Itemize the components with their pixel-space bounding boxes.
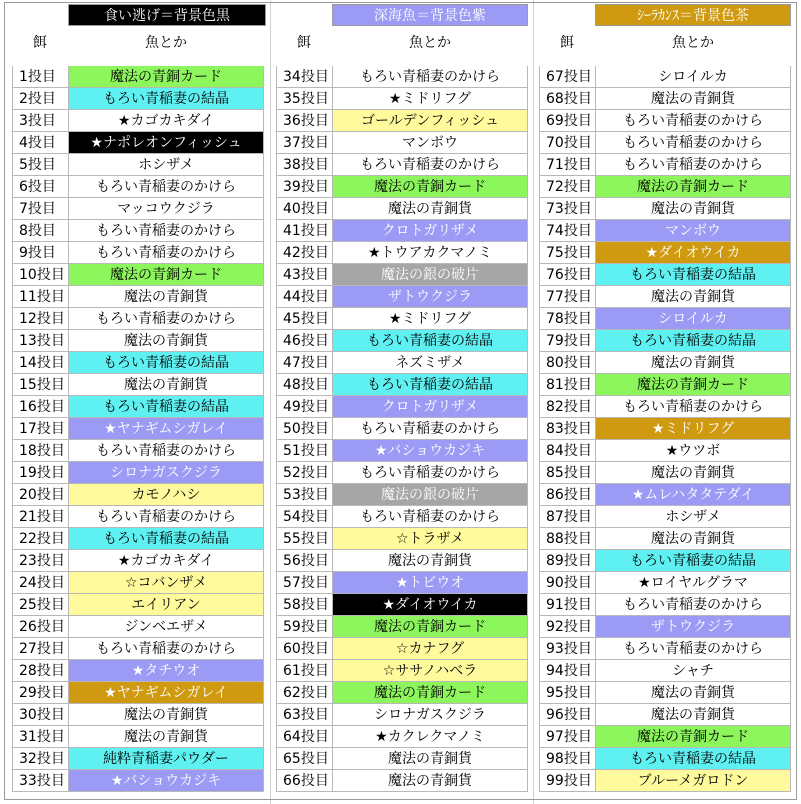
bait-cell[interactable]: 76投目 — [539, 264, 595, 286]
bait-cell[interactable]: 64投目 — [276, 726, 332, 748]
fish-cell[interactable]: シロナガスクジラ — [68, 462, 264, 484]
bait-cell[interactable]: 7投目 — [12, 198, 68, 220]
fish-cell[interactable]: もろい青稲妻の結晶 — [68, 88, 264, 110]
fish-cell[interactable]: ネズミザメ — [332, 352, 528, 374]
fish-cell[interactable]: ジンベエザメ — [68, 616, 264, 638]
fish-cell[interactable]: もろい青稲妻のかけら — [595, 396, 791, 418]
fish-cell[interactable]: 魔法の青銅貨 — [332, 770, 528, 792]
fish-cell[interactable]: ★カゴカキダイ — [68, 110, 264, 132]
bait-cell[interactable]: 35投目 — [276, 88, 332, 110]
fish-cell[interactable]: もろい青稲妻の結晶 — [332, 374, 528, 396]
fish-cell[interactable]: 魔法の青銅貨 — [68, 704, 264, 726]
bait-cell[interactable]: 24投目 — [12, 572, 68, 594]
bait-cell[interactable]: 52投目 — [276, 462, 332, 484]
bait-cell[interactable]: 39投目 — [276, 176, 332, 198]
bait-cell[interactable]: 78投目 — [539, 308, 595, 330]
fish-cell[interactable]: 魔法の青銅貨 — [332, 748, 528, 770]
fish-cell[interactable]: もろい青稲妻のかけら — [68, 440, 264, 462]
fish-cell[interactable]: もろい青稲妻のかけら — [332, 462, 528, 484]
bait-cell[interactable]: 86投目 — [539, 484, 595, 506]
bait-cell[interactable]: 50投目 — [276, 418, 332, 440]
bait-cell[interactable]: 38投目 — [276, 154, 332, 176]
bait-cell[interactable]: 36投目 — [276, 110, 332, 132]
bait-cell[interactable]: 72投目 — [539, 176, 595, 198]
bait-cell[interactable]: 19投目 — [12, 462, 68, 484]
fish-header: 魚とか — [409, 35, 451, 51]
bait-cell[interactable]: 88投目 — [539, 528, 595, 550]
fish-cell[interactable]: 魔法の青銅貨 — [595, 704, 791, 726]
bait-cell[interactable]: 28投目 — [12, 660, 68, 682]
fish-cell[interactable]: もろい青稲妻の結晶 — [595, 330, 791, 352]
fish-cell[interactable]: 魔法の青銅貨 — [595, 528, 791, 550]
fish-cell[interactable]: クロトガリザメ — [332, 220, 528, 242]
fish-cell[interactable]: ★ロイヤルグラマ — [595, 572, 791, 594]
fish-cell[interactable]: ホシザメ — [595, 506, 791, 528]
fish-cell[interactable]: もろい青稲妻の結晶 — [595, 748, 791, 770]
bait-cell[interactable]: 99投目 — [539, 770, 595, 792]
fish-cell[interactable]: 魔法の青銅貨 — [595, 88, 791, 110]
fish-cell[interactable]: ★カクレクマノミ — [332, 726, 528, 748]
fish-cell[interactable]: 魔法の青銅カード — [332, 176, 528, 198]
fish-cell[interactable]: もろい青稲妻の結晶 — [595, 264, 791, 286]
bait-cell[interactable]: 47投目 — [276, 352, 332, 374]
fish-cell[interactable]: もろい青稲妻の結晶 — [68, 528, 264, 550]
fish-cell[interactable]: ☆トラザメ — [332, 528, 528, 550]
fish-cell[interactable]: もろい青稲妻のかけら — [68, 506, 264, 528]
fish-cell[interactable]: 魔法の青銅貨 — [595, 286, 791, 308]
bait-cell[interactable]: 22投目 — [12, 528, 68, 550]
bait-cell[interactable]: 40投目 — [276, 198, 332, 220]
bait-cell[interactable]: 12投目 — [12, 308, 68, 330]
bait-cell[interactable]: 70投目 — [539, 132, 595, 154]
bait-cell[interactable]: 75投目 — [539, 242, 595, 264]
bait-cell[interactable]: 46投目 — [276, 330, 332, 352]
fish-cell[interactable]: ★バショウカジキ — [332, 440, 528, 462]
fish-header: 魚とか — [145, 35, 187, 51]
fish-cell[interactable]: 魔法の青銅カード — [595, 176, 791, 198]
fish-cell[interactable]: ★ウツボ — [595, 440, 791, 462]
legend-brown[interactable]: ｼｰﾗｶﾝｽ＝背景色茶 — [595, 4, 791, 26]
column-header — [276, 32, 530, 52]
bait-cell[interactable]: 91投目 — [539, 594, 595, 616]
fish-cell[interactable]: ★ダイオウイカ — [332, 594, 528, 616]
fish-cell[interactable]: ★ダイオウイカ — [595, 242, 791, 264]
bait-cell[interactable]: 66投目 — [276, 770, 332, 792]
bait-header: 餌 — [33, 35, 47, 51]
bait-cell[interactable]: 68投目 — [539, 88, 595, 110]
fish-cell[interactable]: 魔法の青銅貨 — [595, 682, 791, 704]
bait-cell[interactable]: 42投目 — [276, 242, 332, 264]
fish-cell[interactable]: もろい青稲妻の結晶 — [332, 330, 528, 352]
bait-cell[interactable]: 30投目 — [12, 704, 68, 726]
fish-cell[interactable]: 魔法の青銅貨 — [68, 374, 264, 396]
fish-cell[interactable]: もろい青稲妻のかけら — [595, 594, 791, 616]
fish-cell[interactable]: 魔法の青銅カード — [595, 726, 791, 748]
fish-cell[interactable]: マンボウ — [595, 220, 791, 242]
bait-cell[interactable]: 67投目 — [539, 66, 595, 88]
bait-cell[interactable]: 98投目 — [539, 748, 595, 770]
bait-cell[interactable]: 87投目 — [539, 506, 595, 528]
bait-cell[interactable]: 32投目 — [12, 748, 68, 770]
bait-cell[interactable]: 10投目 — [12, 264, 68, 286]
fish-cell[interactable]: もろい青稲妻のかけら — [68, 176, 264, 198]
fish-cell[interactable]: 魔法の青銅カード — [68, 66, 264, 88]
bait-cell[interactable]: 21投目 — [12, 506, 68, 528]
fish-cell[interactable]: 魔法の青銅貨 — [68, 726, 264, 748]
bait-cell[interactable]: 80投目 — [539, 352, 595, 374]
fish-cell[interactable]: もろい青稲妻の結晶 — [68, 396, 264, 418]
bait-cell[interactable]: 41投目 — [276, 220, 332, 242]
bait-cell[interactable]: 9投目 — [12, 242, 68, 264]
bait-cell[interactable]: 23投目 — [12, 550, 68, 572]
bait-cell[interactable]: 93投目 — [539, 638, 595, 660]
fish-cell[interactable]: ★ムレハタタテダイ — [595, 484, 791, 506]
fish-cell[interactable]: もろい青稲妻のかけら — [595, 110, 791, 132]
fish-cell[interactable]: もろい青稲妻のかけら — [68, 638, 264, 660]
bait-cell[interactable]: 13投目 — [12, 330, 68, 352]
fish-cell[interactable]: ★トウアカクマノミ — [332, 242, 528, 264]
fish-cell[interactable]: ☆カナフグ — [332, 638, 528, 660]
bait-cell[interactable]: 81投目 — [539, 374, 595, 396]
fish-cell[interactable]: 魔法の青銅カード — [68, 264, 264, 286]
fish-cell[interactable]: シロイルカ — [595, 308, 791, 330]
bait-cell[interactable]: 53投目 — [276, 484, 332, 506]
bait-cell[interactable]: 77投目 — [539, 286, 595, 308]
bait-cell[interactable]: 4投目 — [12, 132, 68, 154]
bait-cell[interactable]: 62投目 — [276, 682, 332, 704]
bait-cell[interactable]: 34投目 — [276, 66, 332, 88]
fish-cell[interactable]: ☆ササノハベラ — [332, 660, 528, 682]
bait-cell[interactable]: 92投目 — [539, 616, 595, 638]
bait-cell[interactable]: 37投目 — [276, 132, 332, 154]
bait-cell[interactable]: 94投目 — [539, 660, 595, 682]
bait-cell[interactable]: 44投目 — [276, 286, 332, 308]
fish-cell[interactable]: もろい青稲妻のかけら — [332, 418, 528, 440]
fish-cell[interactable]: ★ミドリフグ — [332, 308, 528, 330]
fish-cell[interactable]: 魔法の青銅貨 — [68, 330, 264, 352]
bait-cell[interactable]: 17投目 — [12, 418, 68, 440]
bait-cell[interactable]: 74投目 — [539, 220, 595, 242]
bait-cell[interactable]: 1投目 — [12, 66, 68, 88]
bait-cell[interactable]: 14投目 — [12, 352, 68, 374]
bait-cell[interactable]: 96投目 — [539, 704, 595, 726]
fish-cell[interactable]: ホシザメ — [68, 154, 264, 176]
fish-cell[interactable]: ★バショウカジキ — [68, 770, 264, 792]
fish-cell[interactable]: エイリアン — [68, 594, 264, 616]
fish-cell[interactable]: シロナガスクジラ — [332, 704, 528, 726]
fish-cell[interactable]: 魔法の青銅カード — [332, 682, 528, 704]
column-divider — [533, 0, 534, 804]
bait-cell[interactable]: 29投目 — [12, 682, 68, 704]
bait-cell[interactable]: 18投目 — [12, 440, 68, 462]
bait-cell[interactable]: 51投目 — [276, 440, 332, 462]
bait-cell[interactable]: 6投目 — [12, 176, 68, 198]
fish-cell[interactable]: もろい青稲妻の結晶 — [68, 352, 264, 374]
bait-header: 餌 — [560, 35, 574, 51]
fish-cell[interactable]: 魔法の青銅貨 — [595, 462, 791, 484]
fish-cell[interactable]: もろい青稲妻のかけら — [332, 154, 528, 176]
fish-cell[interactable]: もろい青稲妻のかけら — [332, 506, 528, 528]
bait-cell[interactable]: 31投目 — [12, 726, 68, 748]
bait-cell[interactable]: 73投目 — [539, 198, 595, 220]
bait-cell[interactable]: 59投目 — [276, 616, 332, 638]
fish-cell[interactable]: ザトウクジラ — [332, 286, 528, 308]
fish-cell[interactable]: ★タチウオ — [68, 660, 264, 682]
fish-cell[interactable]: 純粋青稲妻パウダー — [68, 748, 264, 770]
fish-cell[interactable]: 魔法の青銅貨 — [68, 286, 264, 308]
bait-cell[interactable]: 3投目 — [12, 110, 68, 132]
bait-cell[interactable]: 63投目 — [276, 704, 332, 726]
bait-cell[interactable]: 15投目 — [12, 374, 68, 396]
bait-cell[interactable]: 84投目 — [539, 440, 595, 462]
fish-cell[interactable]: 魔法の銀の破片 — [332, 264, 528, 286]
bait-cell[interactable]: 65投目 — [276, 748, 332, 770]
bait-cell[interactable]: 16投目 — [12, 396, 68, 418]
bait-cell[interactable]: 56投目 — [276, 550, 332, 572]
column-divider — [270, 0, 271, 804]
fish-cell[interactable]: もろい青稲妻のかけら — [595, 132, 791, 154]
fish-cell[interactable]: 魔法の青銅貨 — [332, 198, 528, 220]
bait-cell[interactable]: 97投目 — [539, 726, 595, 748]
fish-cell[interactable]: 魔法の青銅カード — [332, 616, 528, 638]
bait-cell[interactable]: 60投目 — [276, 638, 332, 660]
fish-cell[interactable]: もろい青稲妻のかけら — [68, 308, 264, 330]
bait-cell[interactable]: 55投目 — [276, 528, 332, 550]
fish-cell[interactable]: ★トビウオ — [332, 572, 528, 594]
fish-cell[interactable]: もろい青稲妻のかけら — [68, 242, 264, 264]
fish-cell[interactable]: ★カゴカキダイ — [68, 550, 264, 572]
bait-cell[interactable]: 71投目 — [539, 154, 595, 176]
fish-cell[interactable]: 魔法の青銅カード — [595, 374, 791, 396]
bait-cell[interactable]: 57投目 — [276, 572, 332, 594]
fish-cell[interactable]: ゴールデンフィッシュ — [332, 110, 528, 132]
bait-cell[interactable]: 90投目 — [539, 572, 595, 594]
bait-cell[interactable]: 82投目 — [539, 396, 595, 418]
bait-cell[interactable]: 89投目 — [539, 550, 595, 572]
bait-cell[interactable]: 25投目 — [12, 594, 68, 616]
fish-cell[interactable]: ★ヤナギムシガレイ — [68, 418, 264, 440]
bait-cell[interactable]: 20投目 — [12, 484, 68, 506]
bait-cell[interactable]: 61投目 — [276, 660, 332, 682]
bait-cell[interactable]: 33投目 — [12, 770, 68, 792]
fish-cell[interactable]: ☆コバンザメ — [68, 572, 264, 594]
legend-purple[interactable]: 深海魚＝背景色紫 — [332, 4, 528, 26]
fish-cell[interactable]: ★ヤナギムシガレイ — [68, 682, 264, 704]
bait-cell[interactable]: 58投目 — [276, 594, 332, 616]
fish-cell[interactable]: ザトウクジラ — [595, 616, 791, 638]
fish-cell[interactable]: シロイルカ — [595, 66, 791, 88]
bait-header: 餌 — [297, 35, 311, 51]
bait-cell[interactable]: 27投目 — [12, 638, 68, 660]
fish-cell[interactable]: マッコウクジラ — [68, 198, 264, 220]
bait-cell[interactable]: 8投目 — [12, 220, 68, 242]
bait-cell[interactable]: 2投目 — [12, 88, 68, 110]
fish-cell[interactable]: クロトガリザメ — [332, 396, 528, 418]
bait-cell[interactable]: 49投目 — [276, 396, 332, 418]
fish-cell[interactable]: ★ミドリフグ — [595, 418, 791, 440]
fish-cell[interactable]: もろい青稲妻のかけら — [332, 66, 528, 88]
bait-cell[interactable]: 79投目 — [539, 330, 595, 352]
fish-cell[interactable]: カモノハシ — [68, 484, 264, 506]
fish-header: 魚とか — [672, 35, 714, 51]
fish-cell[interactable]: もろい青稲妻のかけら — [68, 220, 264, 242]
bait-cell[interactable]: 95投目 — [539, 682, 595, 704]
fish-cell[interactable]: もろい青稲妻のかけら — [595, 154, 791, 176]
column-header — [539, 32, 793, 52]
bait-cell[interactable]: 43投目 — [276, 264, 332, 286]
fish-cell[interactable]: 魔法の青銅貨 — [595, 198, 791, 220]
bait-cell[interactable]: 48投目 — [276, 374, 332, 396]
fish-cell[interactable]: ★ミドリフグ — [332, 88, 528, 110]
bait-cell[interactable]: 54投目 — [276, 506, 332, 528]
fish-cell[interactable]: ブルーメガロドン — [595, 770, 791, 792]
bait-cell[interactable]: 69投目 — [539, 110, 595, 132]
bait-cell[interactable]: 45投目 — [276, 308, 332, 330]
bait-cell[interactable]: 85投目 — [539, 462, 595, 484]
fish-cell[interactable]: もろい青稲妻の結晶 — [595, 550, 791, 572]
fish-cell[interactable]: ★ナポレオンフィッシュ — [68, 132, 264, 154]
fish-cell[interactable]: マンボウ — [332, 132, 528, 154]
column-header — [12, 32, 266, 52]
fish-cell[interactable]: 魔法の青銅貨 — [595, 352, 791, 374]
fish-cell[interactable]: 魔法の銀の破片 — [332, 484, 528, 506]
fish-cell[interactable]: シャチ — [595, 660, 791, 682]
bait-cell[interactable]: 5投目 — [12, 154, 68, 176]
legend-black[interactable]: 食い逃げ＝背景色黒 — [68, 4, 266, 26]
fish-cell[interactable]: 魔法の青銅貨 — [332, 550, 528, 572]
bait-cell[interactable]: 83投目 — [539, 418, 595, 440]
bait-cell[interactable]: 11投目 — [12, 286, 68, 308]
fish-cell[interactable]: もろい青稲妻のかけら — [595, 638, 791, 660]
bait-cell[interactable]: 26投目 — [12, 616, 68, 638]
